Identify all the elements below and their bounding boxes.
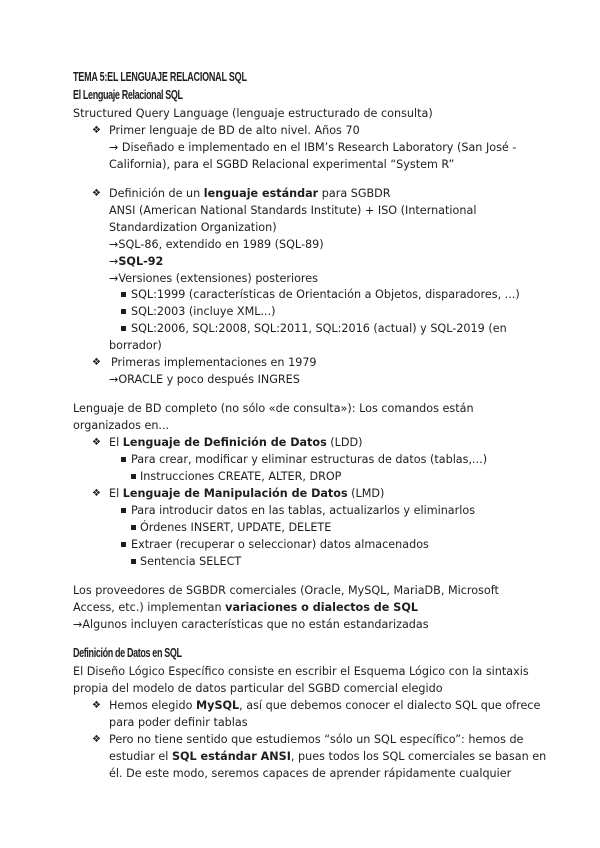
list-item: Órdenes INSERT, UPDATE, DELETE: [140, 521, 332, 534]
diamond-bullet-icon: ❖: [92, 700, 101, 711]
text-line: →SQL-86, extendido en 1989 (SQL-89): [109, 238, 324, 251]
paragraph-line: Access, etc.) implementan variaciones o dialectos de SQL: [73, 601, 418, 614]
text-line: Standardization Organization): [109, 221, 277, 234]
diamond-bullet-icon: ❖: [92, 188, 101, 199]
square-bullet-icon: [121, 326, 126, 331]
text-line: él. De este modo, seremos capaces de aprender rápidamente cualquier: [109, 767, 512, 780]
version-item: SQL:2006, SQL:2008, SQL:2011, SQL:2016 (actual) y SQL-2019 (en: [131, 322, 507, 335]
text-line: California), para el SGBD Relacional experimental “System R”: [109, 158, 455, 171]
diamond-bullet-icon: ❖: [92, 734, 101, 745]
paragraph-line: El Diseño Lógico Específico consiste en escribir el Esquema Lógico con la sintaxis: [73, 665, 529, 678]
text-line: para poder definir tablas: [109, 716, 248, 729]
section-heading-definicion: Definición de Datos en SQL: [73, 646, 182, 660]
bullet-implementaciones: Primeras implementaciones en 1979: [111, 356, 317, 369]
text-line: →SQL-92: [109, 255, 164, 268]
main-title: TEMA 5:EL LENGUAJE RELACIONAL SQL: [73, 70, 247, 84]
diamond-bullet-icon: ❖: [92, 437, 101, 448]
intro-line: Structured Query Language (lenguaje estructurado de consulta): [73, 107, 433, 120]
bullet-ldd: El Lenguaje de Definición de Datos (LDD): [109, 436, 363, 449]
text-line: → Diseñado e implementado en el IBM’s Research Laboratory (San José -: [109, 141, 517, 154]
version-item: SQL:1999 (características de Orientación a Objetos, disparadores, ...): [131, 288, 520, 301]
list-item: Para introducir datos en las tablas, actualizarlos y eliminarlos: [131, 504, 476, 517]
square-bullet-icon: [121, 292, 126, 297]
square-bullet-icon: [131, 474, 136, 479]
paragraph-line: Los proveedores de SGBDR comerciales (Oracle, MySQL, MariaDB, Microsoft: [73, 584, 499, 597]
paragraph-line: Lenguaje de BD completo (no sólo «de consulta»): Los comandos están: [73, 402, 474, 415]
text-line: ANSI (American National Standards Institute) + ISO (International: [109, 204, 477, 217]
paragraph-line: →Algunos incluyen características que no están estandarizadas: [73, 618, 429, 631]
square-bullet-icon: [121, 542, 126, 547]
list-item: Sentencia SELECT: [140, 555, 242, 568]
paragraph-line: propia del modelo de datos particular del SGBD comercial elegido: [73, 682, 443, 695]
bullet-lmd: El Lenguaje de Manipulación de Datos (LMD): [109, 487, 385, 500]
list-item: Instrucciones CREATE, ALTER, DROP: [140, 470, 342, 483]
diamond-bullet-icon: ❖: [92, 488, 101, 499]
list-item: Extraer (recuperar o seleccionar) datos almacenados: [131, 538, 429, 551]
square-bullet-icon: [131, 559, 136, 564]
text-line: →Versiones (extensiones) posteriores: [109, 272, 318, 285]
text-line: →ORACLE y poco después INGRES: [109, 373, 300, 386]
bullet-mysql: Hemos elegido MySQL, así que debemos conocer el dialecto SQL que ofrece: [109, 699, 541, 712]
section-heading-lenguaje: El Lenguaje Relacional SQL: [73, 88, 183, 102]
square-bullet-icon: [121, 457, 126, 462]
diamond-bullet-icon: ❖: [92, 125, 101, 136]
paragraph-line: organizados en...: [73, 419, 170, 432]
bullet-sql-estandar: Pero no tiene sentido que estudiemos “sólo un SQL específico”: hemos de: [109, 733, 524, 746]
bullet-lenguaje-estandar: Definición de un lenguaje estándar para SGBDR: [109, 187, 391, 200]
bullet-primer-lenguaje: Primer lenguaje de BD de alto nivel. Años 70: [109, 124, 360, 137]
square-bullet-icon: [131, 525, 136, 530]
list-item: Para crear, modificar y eliminar estructuras de datos (tablas,...): [131, 453, 488, 466]
square-bullet-icon: [121, 508, 126, 513]
diamond-bullet-icon: ❖: [92, 357, 101, 368]
text-line: borrador): [109, 339, 162, 352]
square-bullet-icon: [121, 309, 126, 314]
text-line: estudiar el SQL estándar ANSI, pues todos los SQL comerciales se basan en: [109, 750, 547, 763]
version-item: SQL:2003 (incluye XML...): [131, 305, 276, 318]
